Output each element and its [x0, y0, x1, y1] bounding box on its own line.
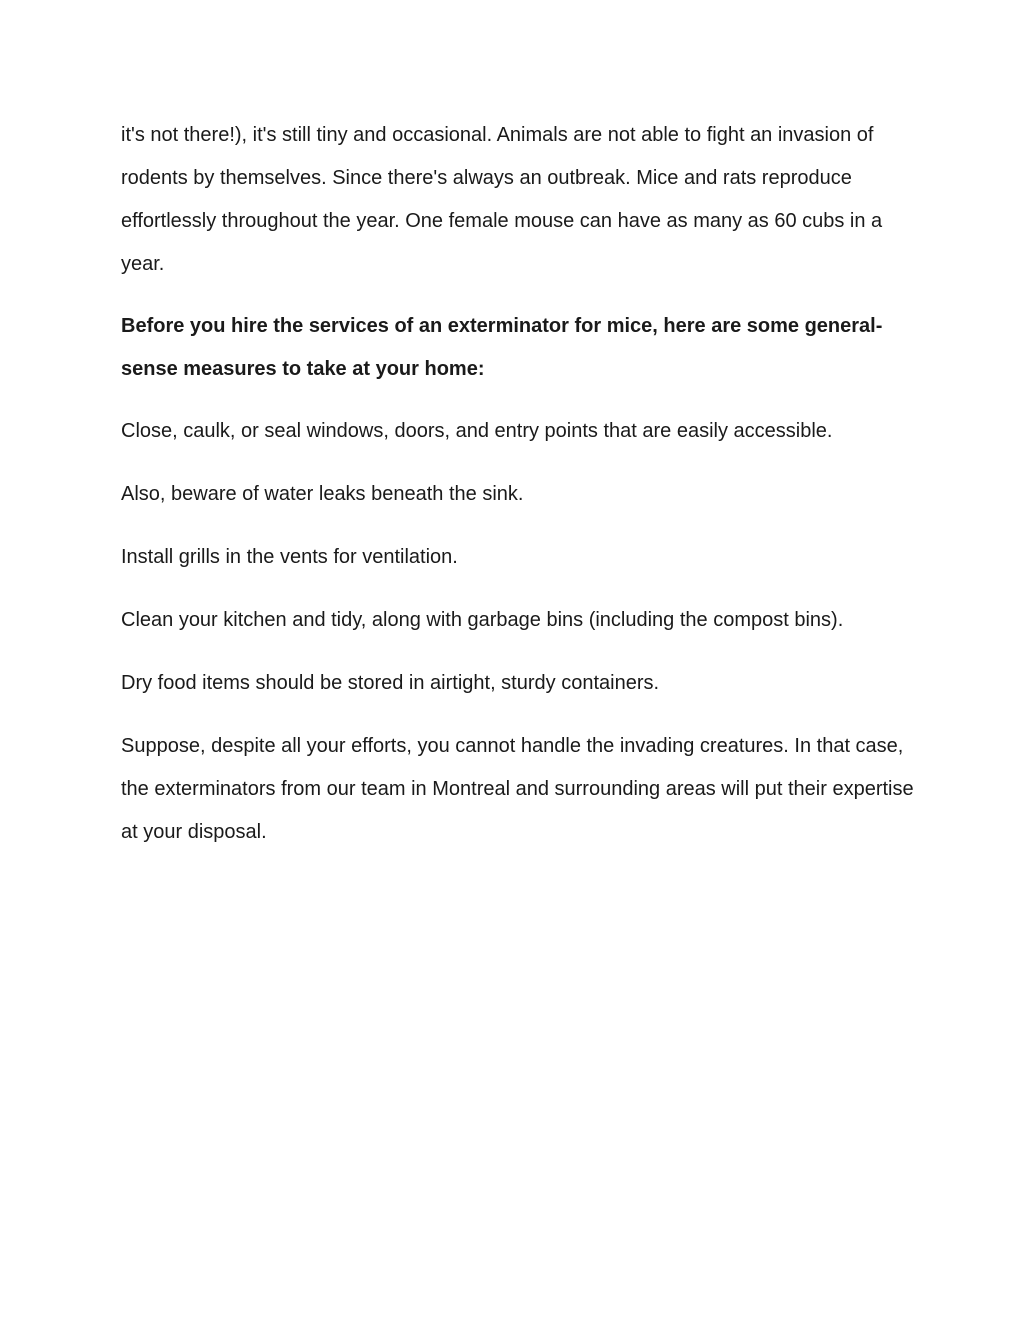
paragraph-rodent-intro: it's not there!), it's still tiny and occasional. Animals are not able to fight an invasion of rodents by themselves. Since there's always an outbreak. Mice and rats reproduce effortlessly throughout the year. One female mouse can have as many as 60 cubs in a year.	[121, 124, 883, 275]
paragraph-exterminator-offer: Suppose, despite all your efforts, you cannot handle the invading creatures. In that case, the exterminators from our team in Montreal and surrounding areas will put their expertise at your disposal.	[121, 735, 914, 843]
paragraph-measures-heading: Before you hire the services of an exterminator for mice, here are some general-sense measures to take at your home:	[121, 315, 883, 380]
paragraph-clean-kitchen: Clean your kitchen and tidy, along with garbage bins (including the compost bins).	[121, 609, 844, 631]
paragraph-food-storage: Dry food items should be stored in airtight, sturdy containers.	[121, 672, 660, 694]
document-body	[121, 114, 921, 873]
paragraph-water-leaks: Also, beware of water leaks beneath the sink.	[121, 483, 524, 505]
paragraph-seal-entry-points: Close, caulk, or seal windows, doors, and entry points that are easily accessible.	[121, 420, 833, 442]
paragraph-vent-grills: Install grills in the vents for ventilation.	[121, 546, 458, 568]
